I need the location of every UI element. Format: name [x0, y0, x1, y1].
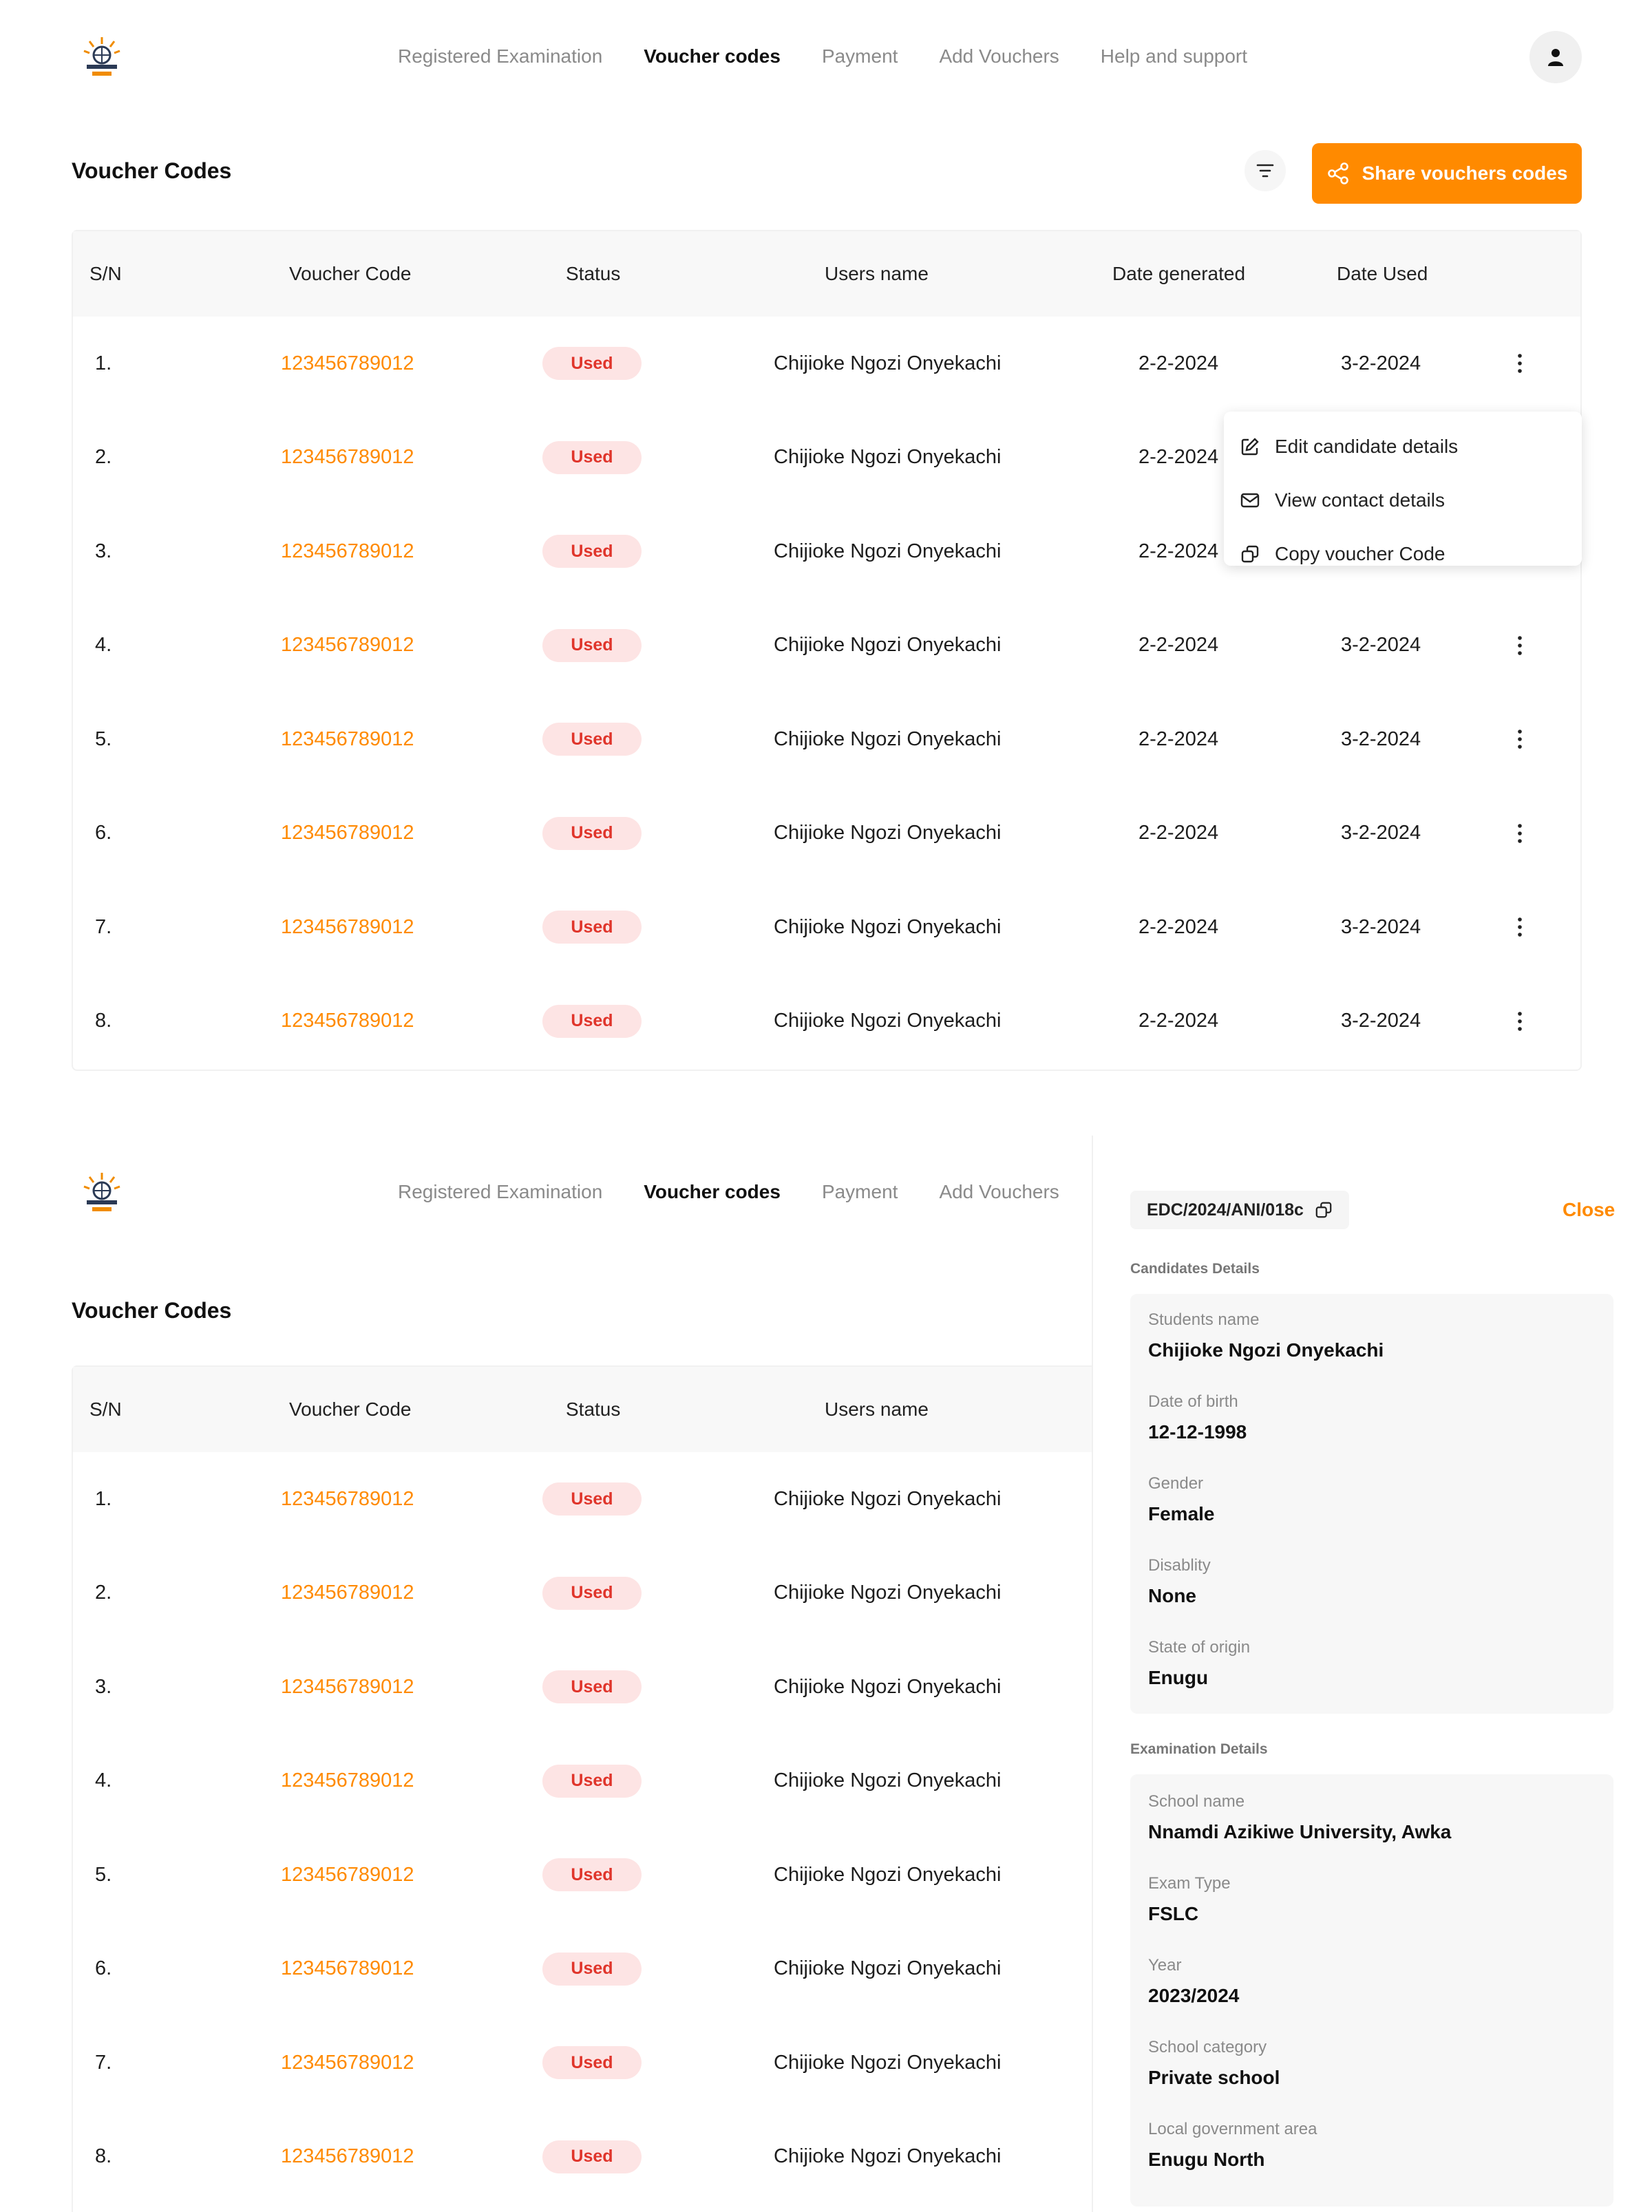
cell-sn: 5. — [95, 1863, 112, 1886]
cell-sn: 6. — [95, 822, 112, 844]
row-actions-button[interactable] — [1506, 350, 1534, 377]
status-badge: Used — [542, 911, 642, 944]
cell-voucher-code[interactable]: 123456789012 — [281, 1582, 414, 1604]
detail-field-label: School name — [1148, 1792, 1245, 1811]
cell-sn: 7. — [95, 2051, 112, 2074]
cell-users-name: Chijioke Ngozi Onyekachi — [774, 634, 1002, 656]
detail-field-value: Enugu North — [1148, 2149, 1265, 2170]
candidates-section-label: Candidates Details — [1130, 1261, 1260, 1277]
share-button-label: Share vouchers codes — [1362, 162, 1568, 184]
more-vertical-icon — [1517, 635, 1523, 656]
row-actions-menu — [1224, 412, 1582, 566]
detail-field-value: None — [1148, 1585, 1196, 1606]
cell-users-name: Chijioke Ngozi Onyekachi — [774, 1863, 1002, 1886]
detail-field — [1148, 1473, 1215, 1527]
menu-copy-voucher[interactable] — [1224, 527, 1582, 581]
col-users-name: Users name — [825, 1399, 929, 1420]
voucher-table — [72, 230, 1582, 1071]
cell-date-generated: 2-2-2024 — [1139, 822, 1219, 844]
nav-help-support[interactable]: Help and support — [1100, 45, 1248, 67]
cell-status — [542, 317, 642, 410]
status-badge: Used — [542, 535, 642, 568]
table-row — [73, 599, 1580, 693]
cell-status — [542, 787, 642, 880]
copy-icon — [1240, 544, 1260, 564]
table-header — [73, 231, 1580, 317]
cell-sn: 3. — [95, 540, 112, 562]
cell-status — [542, 1640, 642, 1734]
row-actions-button[interactable] — [1506, 632, 1534, 659]
row-actions-cell — [1506, 599, 1534, 692]
col-sn: S/N — [89, 263, 122, 284]
cell-date-used: 3-2-2024 — [1341, 822, 1421, 844]
cell-voucher-code[interactable]: 123456789012 — [281, 822, 414, 844]
status-badge: Used — [542, 1005, 642, 1038]
cell-users-name: Chijioke Ngozi Onyekachi — [774, 352, 1002, 374]
cell-users-name: Chijioke Ngozi Onyekachi — [774, 822, 1002, 844]
nav-add-vouchers[interactable]: Add Vouchers — [939, 1181, 1059, 1202]
nav-voucher-codes[interactable]: Voucher codes — [644, 1181, 781, 1202]
cell-voucher-code[interactable]: 123456789012 — [281, 1487, 414, 1510]
mail-icon — [1240, 492, 1260, 509]
menu-item-label: View contact details — [1275, 489, 1445, 511]
cell-users-name: Chijioke Ngozi Onyekachi — [774, 1582, 1002, 1604]
cell-status — [542, 1452, 642, 1546]
col-status: Status — [566, 263, 621, 284]
cell-sn: 2. — [95, 446, 112, 468]
more-vertical-icon — [1517, 823, 1523, 844]
cell-sn: 4. — [95, 634, 112, 656]
cell-status — [542, 411, 642, 504]
cell-status — [542, 1734, 642, 1828]
detail-field-value: Nnamdi Azikiwe University, Awka — [1148, 1821, 1452, 1842]
cell-voucher-code[interactable]: 123456789012 — [281, 1675, 414, 1698]
col-status: Status — [566, 1399, 621, 1420]
cell-date-used: 3-2-2024 — [1341, 352, 1421, 374]
detail-field — [1148, 1873, 1231, 1926]
cell-voucher-code[interactable]: 123456789012 — [281, 2145, 414, 2167]
nav-payment[interactable]: Payment — [821, 1181, 898, 1202]
cell-sn: 8. — [95, 1010, 112, 1032]
status-badge: Used — [542, 723, 642, 756]
reference-number: EDC/2024/ANI/018c — [1147, 1200, 1304, 1220]
detail-field-label: Disablity — [1148, 1556, 1211, 1575]
cell-voucher-code[interactable]: 123456789012 — [281, 540, 414, 562]
detail-field-value: Female — [1148, 1503, 1215, 1524]
cell-sn: 6. — [95, 1957, 112, 1979]
status-badge: Used — [542, 347, 642, 380]
detail-field — [1148, 2036, 1280, 2090]
detail-field-label: Local government area — [1148, 2120, 1317, 2138]
detail-field — [1148, 1309, 1384, 1363]
exam-details-card — [1130, 1774, 1613, 2206]
detail-field-value: Enugu — [1148, 1667, 1209, 1688]
main-nav — [398, 41, 1247, 72]
col-date-used: Date Used — [1337, 263, 1428, 284]
share-vouchers-button[interactable] — [1312, 143, 1582, 204]
more-vertical-icon — [1517, 729, 1523, 749]
menu-view-contact[interactable] — [1224, 474, 1582, 527]
cell-users-name: Chijioke Ngozi Onyekachi — [774, 1010, 1002, 1032]
cell-sn: 8. — [95, 2145, 112, 2167]
table-row — [73, 880, 1580, 975]
cell-status — [542, 504, 642, 598]
detail-field-value: 2023/2024 — [1148, 1985, 1240, 2006]
education-logo[interactable] — [80, 34, 124, 78]
status-badge: Used — [542, 1953, 642, 1986]
detail-field-value: Private school — [1148, 2067, 1280, 2088]
detail-field-value: FSLC — [1148, 1903, 1199, 1924]
cell-users-name: Chijioke Ngozi Onyekachi — [774, 540, 1002, 562]
cell-sn: 1. — [95, 1487, 112, 1510]
menu-item-label: Edit candidate details — [1275, 436, 1459, 457]
copy-icon[interactable] — [1315, 1201, 1333, 1219]
detail-field-label: Exam Type — [1148, 1874, 1231, 1893]
cell-voucher-code[interactable]: 123456789012 — [281, 634, 414, 656]
status-badge: Used — [542, 441, 642, 474]
detail-field — [1148, 1955, 1239, 2008]
cell-date-generated: 2-2-2024 — [1139, 540, 1219, 562]
detail-field — [1148, 1391, 1247, 1445]
page-title: Voucher Codes — [72, 158, 232, 183]
filter-button[interactable] — [1245, 150, 1286, 191]
cell-status — [542, 975, 642, 1068]
cell-users-name: Chijioke Ngozi Onyekachi — [774, 1487, 1002, 1510]
detail-field-label: State of origin — [1148, 1638, 1251, 1657]
status-badge: Used — [542, 1670, 642, 1703]
cell-voucher-code[interactable]: 123456789012 — [281, 1010, 414, 1032]
cell-date-generated: 2-2-2024 — [1139, 1010, 1219, 1032]
status-badge: Used — [542, 629, 642, 662]
reference-chip[interactable] — [1130, 1191, 1349, 1229]
cell-voucher-code[interactable]: 123456789012 — [281, 446, 414, 468]
cell-status — [542, 2016, 642, 2109]
detail-field-label: Date of birth — [1148, 1392, 1238, 1411]
detail-field — [1148, 1555, 1211, 1608]
cell-sn: 7. — [95, 915, 112, 938]
col-voucher-code: Voucher Code — [289, 1399, 412, 1420]
nav-add-vouchers[interactable]: Add Vouchers — [939, 45, 1059, 67]
cell-users-name: Chijioke Ngozi Onyekachi — [774, 1957, 1002, 1979]
cell-users-name: Chijioke Ngozi Onyekachi — [774, 2051, 1002, 2074]
status-badge: Used — [542, 1482, 642, 1516]
cell-sn: 1. — [95, 352, 112, 374]
cell-sn: 5. — [95, 727, 112, 750]
cell-sn: 4. — [95, 1769, 112, 1791]
cell-users-name: Chijioke Ngozi Onyekachi — [774, 915, 1002, 938]
status-badge: Used — [542, 1765, 642, 1798]
candidate-detail-panel — [1093, 1136, 1652, 2212]
cell-date-generated: 2-2-2024 — [1139, 915, 1219, 938]
cell-date-generated: 2-2-2024 — [1139, 634, 1219, 656]
cell-users-name: Chijioke Ngozi Onyekachi — [774, 1675, 1002, 1698]
voucher-detail-screen — [0, 1136, 1652, 2212]
cell-status — [542, 1922, 642, 2016]
row-actions-button[interactable] — [1506, 913, 1534, 941]
row-actions-cell — [1506, 787, 1534, 880]
detail-field-label: Students name — [1148, 1310, 1260, 1329]
cell-sn: 2. — [95, 1582, 112, 1604]
edit-icon — [1240, 437, 1260, 456]
cell-voucher-code[interactable]: 123456789012 — [281, 1957, 414, 1979]
cell-status — [542, 1828, 642, 1922]
cell-date-generated: 2-2-2024 — [1139, 352, 1219, 374]
detail-field-label: Year — [1148, 1956, 1182, 1975]
cell-date-used: 3-2-2024 — [1341, 634, 1421, 656]
nav-payment[interactable]: Payment — [821, 45, 898, 67]
row-actions-button[interactable] — [1506, 725, 1534, 753]
status-badge: Used — [542, 817, 642, 850]
detail-field — [1148, 1791, 1451, 1844]
cell-date-used: 3-2-2024 — [1341, 915, 1421, 938]
col-date-generated: Date generated — [1112, 263, 1246, 284]
user-avatar-button[interactable] — [1529, 31, 1582, 83]
education-logo[interactable] — [80, 1170, 124, 1214]
table-row — [73, 692, 1580, 787]
cell-date-generated: 2-2-2024 — [1139, 727, 1219, 750]
cell-users-name: Chijioke Ngozi Onyekachi — [774, 446, 1002, 468]
cell-users-name: Chijioke Ngozi Onyekachi — [774, 1769, 1002, 1791]
col-sn: S/N — [89, 1399, 122, 1420]
detail-field-label: School category — [1148, 2038, 1267, 2056]
cell-status — [542, 1546, 642, 1640]
exam-section-label: Examination Details — [1130, 1741, 1268, 1757]
detail-field-value: Chijioke Ngozi Onyekachi — [1148, 1339, 1384, 1361]
cell-users-name: Chijioke Ngozi Onyekachi — [774, 2145, 1002, 2167]
cell-voucher-code[interactable]: 123456789012 — [281, 915, 414, 938]
more-vertical-icon — [1517, 1011, 1523, 1032]
status-badge: Used — [542, 1577, 642, 1610]
more-vertical-icon — [1517, 917, 1523, 937]
menu-item-label: Copy voucher Code — [1275, 543, 1446, 564]
cell-date-generated: 2-2-2024 — [1139, 446, 1219, 468]
table-row — [73, 787, 1580, 881]
row-actions-cell — [1506, 692, 1534, 786]
row-actions-cell — [1506, 880, 1534, 974]
candidate-details-card — [1130, 1294, 1613, 1714]
cell-voucher-code[interactable]: 123456789012 — [281, 2051, 414, 2074]
cell-voucher-code[interactable]: 123456789012 — [281, 1769, 414, 1791]
cell-date-used: 3-2-2024 — [1341, 1010, 1421, 1032]
cell-sn: 3. — [95, 1675, 112, 1698]
table-row — [73, 975, 1580, 1069]
cell-status — [542, 880, 642, 974]
user-icon — [1547, 47, 1565, 67]
row-actions-cell — [1506, 317, 1534, 410]
cell-users-name: Chijioke Ngozi Onyekachi — [774, 727, 1002, 750]
row-actions-button[interactable] — [1506, 1008, 1534, 1035]
detail-field — [1148, 1637, 1250, 1690]
filter-icon — [1256, 163, 1274, 178]
nav-registered-examination[interactable]: Registered Examination — [398, 1181, 603, 1202]
status-badge: Used — [542, 1858, 642, 1891]
top-header — [0, 0, 1652, 117]
cell-status — [542, 2110, 642, 2204]
col-users-name: Users name — [825, 263, 929, 284]
page-title: Voucher Codes — [72, 1298, 232, 1323]
share-icon — [1326, 162, 1350, 185]
cell-voucher-code[interactable]: 123456789012 — [281, 352, 414, 374]
col-voucher-code: Voucher Code — [289, 263, 412, 284]
cell-voucher-code[interactable]: 123456789012 — [281, 1863, 414, 1886]
row-actions-button[interactable] — [1506, 820, 1534, 847]
cell-status — [542, 692, 642, 786]
status-badge: Used — [542, 2140, 642, 2173]
detail-field-label: Gender — [1148, 1474, 1204, 1493]
close-panel-button[interactable]: Close — [1563, 1199, 1616, 1220]
cell-date-used: 3-2-2024 — [1341, 727, 1421, 750]
main-nav — [398, 1177, 1059, 1207]
nav-voucher-codes[interactable]: Voucher codes — [644, 45, 781, 67]
menu-edit-candidate[interactable] — [1224, 420, 1582, 474]
row-actions-cell — [1506, 975, 1534, 1068]
nav-registered-examination[interactable]: Registered Examination — [398, 45, 603, 67]
table-row — [73, 317, 1580, 411]
status-badge: Used — [542, 2046, 642, 2079]
more-vertical-icon — [1517, 353, 1523, 374]
cell-status — [542, 599, 642, 692]
cell-voucher-code[interactable]: 123456789012 — [281, 727, 414, 750]
detail-field — [1148, 2118, 1317, 2172]
detail-field-value: 12-12-1998 — [1148, 1421, 1247, 1443]
